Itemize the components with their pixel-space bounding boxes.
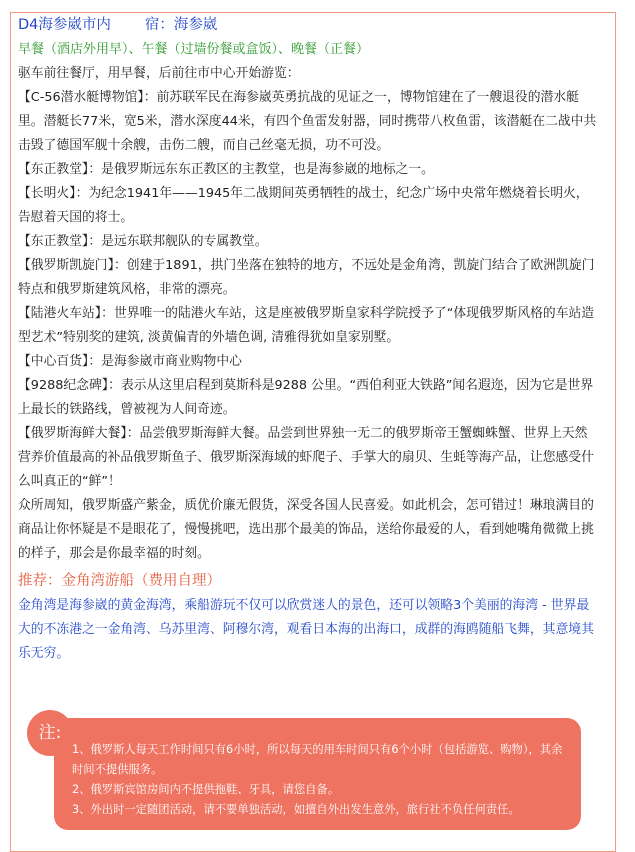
itinerary-content — [18, 14, 598, 666]
day-heading — [18, 14, 598, 38]
note-item: 1、俄罗斯人每天工作时间只有6小时，所以每天的用车时间只有6个小时（包括游览、购物），其余时间不提供服务。 — [72, 743, 563, 776]
intro-paragraph: 驱车前往餐厅，用早餐，后前往市中心开始游览： — [18, 66, 300, 81]
day-title: D4海参崴市内 — [18, 17, 111, 33]
recommend-title: 推荐：金角湾游船（费用自理） — [18, 573, 221, 589]
attraction-9288-monument: 【9288纪念碑】：表示从这里启程到莫斯科是9288 公里。“西伯利亚大铁路”闻名遐迩，因为它是世界上最长的铁路线，曾被视为人间奇迹。 — [18, 378, 594, 417]
recommend-text: 金角湾是海参崴的黄金海湾，乘船游玩不仅可以欣赏迷人的景色，还可以领略3个美丽的海湾 - 世界最大的不冻港之一金角湾、乌苏里湾、阿穆尔湾，观看日本海的出海口，成群的海鸥随船飞舞，其意境其乐无穷。 — [18, 598, 594, 661]
attraction-orthodox-cathedral: 【东正教堂】：是俄罗斯远东东正教区的主教堂，也是海参崴的地标之一。 — [18, 162, 434, 177]
seafood-dinner: 【俄罗斯海鲜大餐】：品尝俄罗斯海鲜大餐。品尝到世界独一无二的俄罗斯帝王蟹蜘蛛蟹、世界上天然营养价值最高的补品俄罗斯鱼子、俄罗斯深海域的虾爬子、手掌大的扇贝、生蚝等海产品，让您感受什么叫真正的“鲜”！ — [18, 426, 594, 489]
note-item: 2、俄罗斯宾馆房间内不提供拖鞋、牙具，请您自备。 — [72, 783, 340, 796]
attraction-fleet-church: 【东正教堂】：是远东联邦舰队的专属教堂。 — [18, 234, 268, 249]
notes-list — [72, 740, 572, 820]
note-item: 3、外出时一定随团活动，请不要单独活动，如擅自外出发生意外，旅行社不负任何责任。 — [72, 803, 520, 816]
attraction-submarine-museum: 【C-56潜水艇博物馆】：前苏联军民在海参崴英勇抗战的见证之一，博物馆建在了一艘退役的潜水艇里。潜艇长77米，宽5米，潜水深度44米，有四个鱼雷发射器，同时携带八枚鱼雷，该潜艇在二战中共击毁了德国军舰十余艘，击伤二艘，而自己丝毫无损，功不可没。 — [18, 90, 597, 153]
attraction-eternal-flame: 【长明火】：为纪念1941年——1945年二战期间英勇牺牲的战士，纪念广场中央常年燃烧着长明火，告慰着天国的将士。 — [18, 186, 589, 225]
attraction-railway-station: 【陆港火车站】：世界唯一的陆港火车站，这是座被俄罗斯皇家科学院授予了“体现俄罗斯风格的车站造型艺术”特别奖的建筑, 淡黄偏青的外墙色调, 清雅得犹如皇家别墅。 — [18, 306, 595, 345]
attraction-gum-store: 【中心百货】：是海参崴市商业购物中心 — [18, 354, 242, 369]
shopping-paragraph: 众所周知，俄罗斯盛产紫金，质优价廉无假货，深受各国人民喜爱。如此机会，怎可错过！琳琅满目的商品让你怀疑是不是眼花了，慢慢挑吧，选出那个最美的饰品，送给你最爱的人，看到她嘴角微微上挑的样子，那会是你最幸福的时刻。 — [18, 498, 594, 561]
stay-label: 宿：海参崴 — [144, 17, 218, 33]
meals-line: 早餐（酒店外用早）、午餐（过墙份餐或盒饭）、晚餐（正餐） — [18, 42, 370, 57]
notes-badge: 注: — [27, 710, 73, 756]
attraction-triumphal-arch: 【俄罗斯凯旋门】：创建于1891，拱门坐落在独特的地方，不远处是金角湾，凯旋门结合了欧洲凯旋门特点和俄罗斯建筑风格，非常的漂亮。 — [18, 258, 595, 297]
